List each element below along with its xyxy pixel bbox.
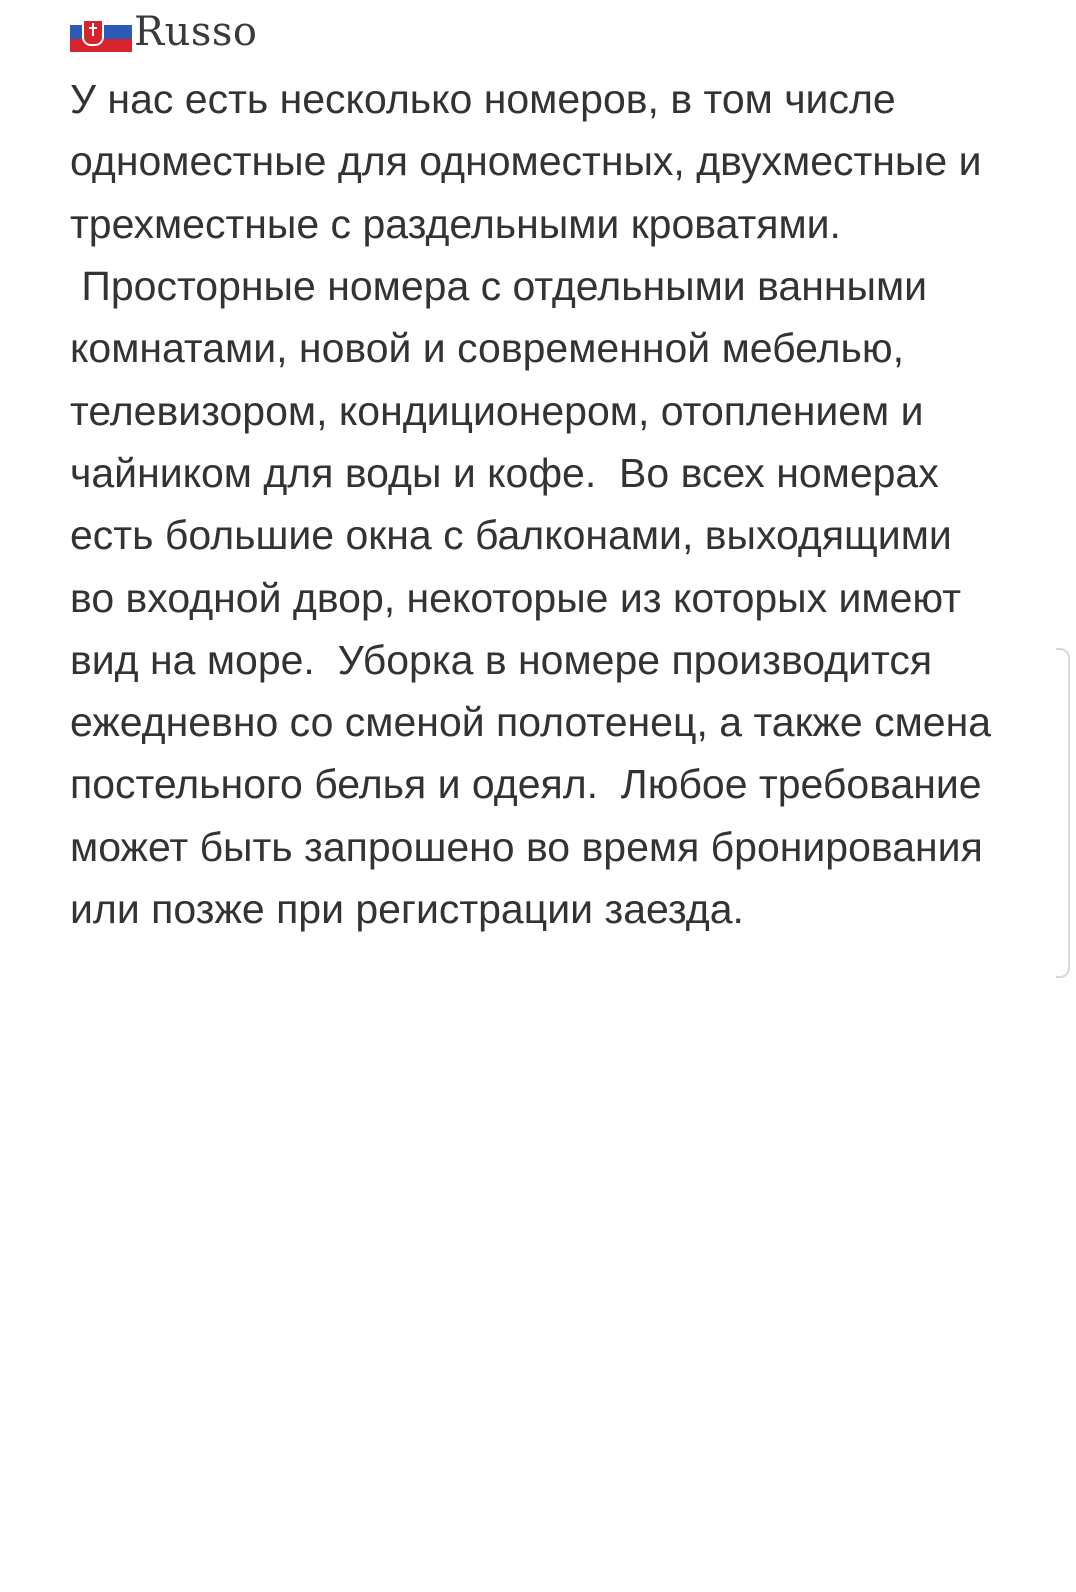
scrollbar-thumb[interactable] [1056, 648, 1070, 978]
message-author-line [70, 10, 1000, 54]
paragraph-2: Просторные номера с отдельными ванными комнатами, новой и современной мебелью, телевизором, кондиционером, отоплением и чайником для воды и кофе. Во всех номерах есть большие окна с балконами, выходящими во входной двор, некоторые из которых имеют вид на море. Уборка в номере производится ежедневно со сменой полотенец, а также смена постельного белья и одеял. Любое требование может быть запрошено во время бронирования или позже при регистрации заезда. [70, 262, 1003, 933]
paragraph-1: У нас есть несколько номеров, в том числе одноместные для одноместных, двухместные и трехместные с раздельными кроватями. [70, 76, 993, 247]
author-name: Russo [134, 9, 258, 55]
message-body [70, 9, 1003, 940]
slovakia-flag-icon [70, 12, 132, 53]
